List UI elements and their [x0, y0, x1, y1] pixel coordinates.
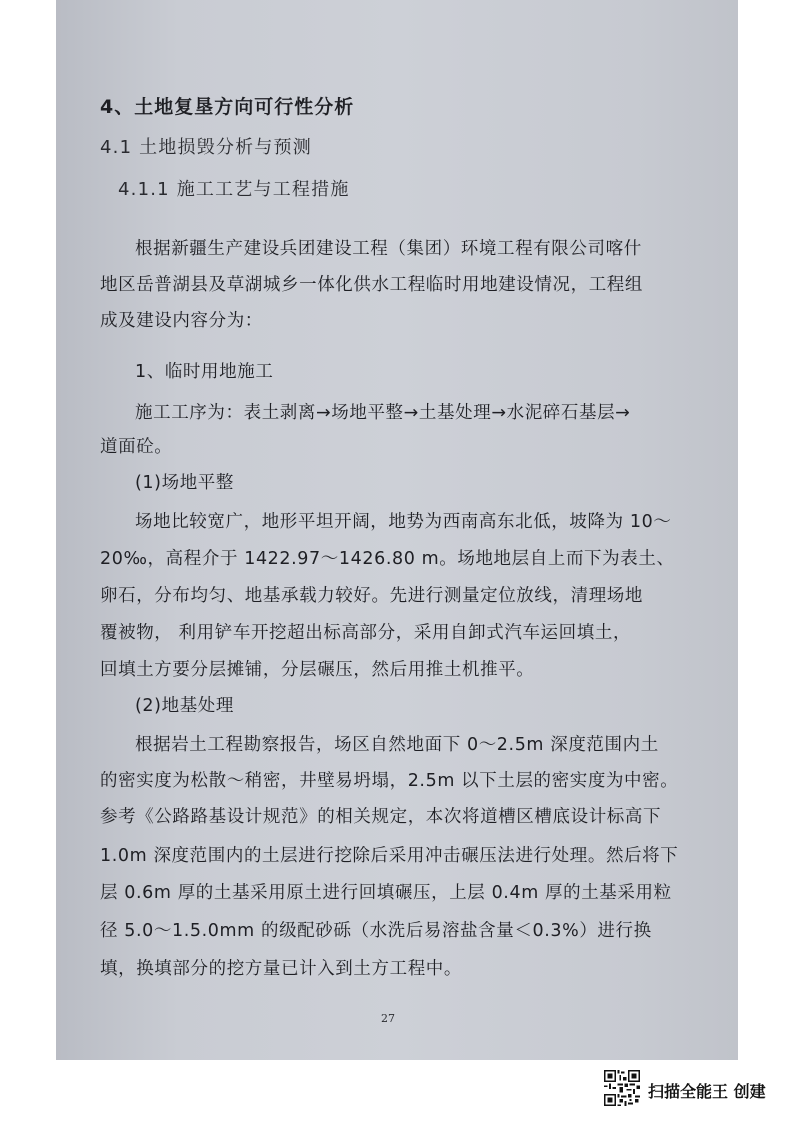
heading-section-4: 4、土地复垦方向可行性分析	[100, 96, 355, 118]
scanner-watermark	[604, 1070, 789, 1110]
heading-section-4-1: 4.1 土地损毁分析与预测	[100, 137, 312, 158]
paragraph-line: 施工工序为：表土剥离→场地平整→土基处理→水泥碎石基层→	[135, 403, 631, 423]
paragraph-line: 根据新疆生产建设兵团建设工程（集团）环境工程有限公司喀什	[135, 239, 642, 259]
paragraph-line: 地区岳普湖县及草湖城乡一体化供水工程临时用地建设情况，工程组	[100, 275, 643, 295]
subsection-heading: (2)地基处理	[135, 696, 234, 716]
paragraph-line: 场地比较宽广，地形平坦开阔，地势为西南高东北低，坡降为 10～	[135, 512, 672, 532]
paragraph-line: 回填土方要分层摊铺，分层碾压，然后用推土机推平。	[100, 660, 535, 680]
paragraph-line: 填，换填部分的挖方量已计入到土方工程中。	[100, 959, 462, 979]
watermark-label: 扫描全能王 创建	[648, 1082, 766, 1101]
paragraph-line: 根据岩土工程勘察报告，场区自然地面下 0～2.5m 深度范围内土	[135, 735, 659, 755]
heading-section-4-1-1: 4.1.1 施工工艺与工程措施	[118, 179, 350, 200]
paragraph-line: 卵石，分布均匀、地基承载力较好。先进行测量定位放线，清理场地	[100, 586, 643, 606]
paragraph-line: 参考《公路路基设计规范》的相关规定，本次将道槽区槽底设计标高下	[100, 807, 662, 827]
paragraph-line: 覆被物， 利用铲车开挖超出标高部分，采用自卸式汽车运回填土，	[100, 623, 632, 643]
paragraph-line: 的密实度为松散～稍密，井壁易坍塌，2.5m 以下土层的密实度为中密。	[100, 771, 679, 791]
paragraph-line: 层 0.6m 厚的土基采用原土进行回填碾压，上层 0.4m 厚的土基采用粒	[100, 883, 672, 903]
list-heading: 1、临时用地施工	[135, 362, 274, 382]
qr-code-icon	[604, 1070, 640, 1106]
paragraph-line: 径 5.0～1.5.0mm 的级配砂砾（水洗后易溶盐含量＜0.3%）进行换	[100, 921, 652, 941]
paragraph-line: 道面砼。	[100, 437, 173, 457]
paper-sheet	[56, 0, 738, 1060]
paragraph-line: 成及建设内容分为：	[100, 311, 263, 331]
page-number: 27	[381, 1012, 395, 1025]
subsection-heading: (1)场地平整	[135, 473, 234, 493]
paragraph-line: 20‰，高程介于 1422.97～1426.80 m。场地地层自上而下为表土、	[100, 549, 675, 569]
paragraph-line: 1.0m 深度范围内的土层进行挖除后采用冲击碾压法进行处理。然后将下	[100, 846, 679, 866]
